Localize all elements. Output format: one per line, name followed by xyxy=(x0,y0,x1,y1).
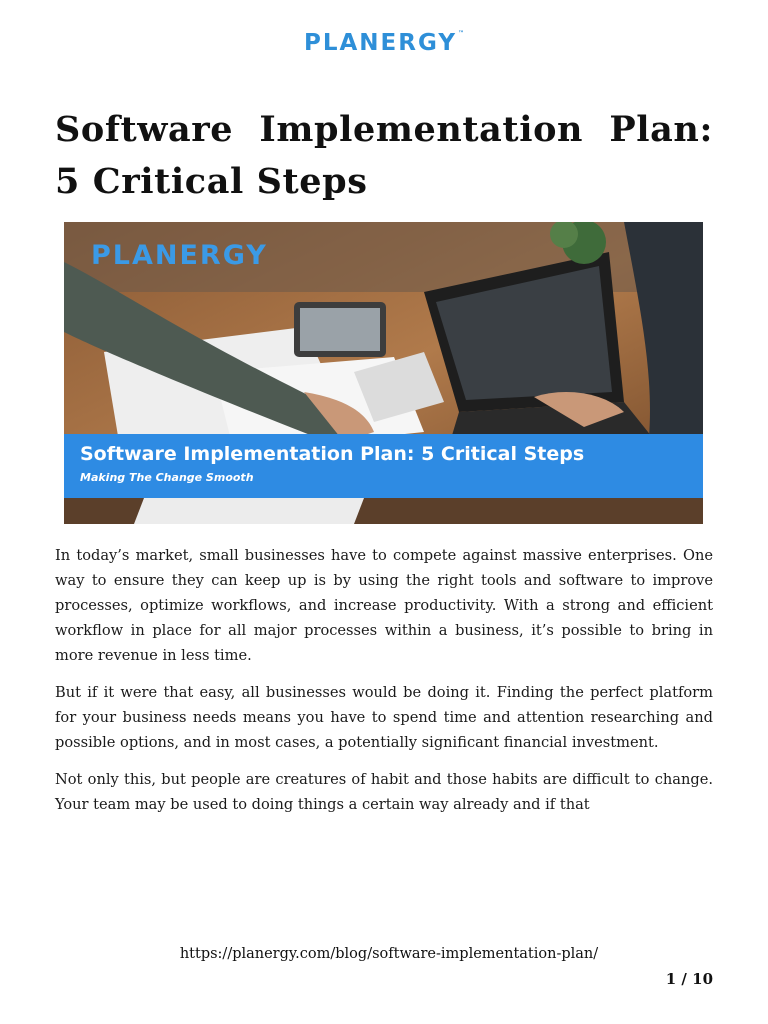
trademark-symbol: ™ xyxy=(458,30,464,37)
article-body xyxy=(55,543,713,829)
paragraph: In today’s market, small businesses have to compete against massive enterprises. One way to ensure they can keep up is by using the right tools and software to improve processes, optimize workflows, and increase productivity. With a strong and efficient workflow in place for all major processes within a business, it’s possible to bring in more revenue in less time. xyxy=(55,547,713,664)
planergy-logo[interactable] xyxy=(0,30,768,56)
hero-banner-title: Software Implementation Plan: 5 Critical Steps xyxy=(80,443,585,465)
page-number: 1 / 10 xyxy=(665,970,713,988)
logo-text: PLANERGY xyxy=(303,30,457,56)
hero-banner xyxy=(64,434,703,498)
hero-image xyxy=(64,222,703,524)
footer-url-link[interactable]: https://planergy.com/blog/software-implementation-plan/ xyxy=(179,946,599,962)
hero-banner-subtitle: Making The Change Smooth xyxy=(80,471,254,484)
hero-brand-logo: PLANERGY xyxy=(91,240,268,271)
paragraph: But if it were that easy, all businesses would be doing it. Finding the perfect platform for your business needs means you have to spend time and attention researching and possible options, and in most cases, a potentially significant financial investment. xyxy=(55,684,713,751)
paragraph: Not only this, but people are creatures of habit and those habits are difficult to change. Your team may be used to doing things a certain way already and if that xyxy=(55,771,713,813)
page-title: Software Implementation Plan: 5 Critical Steps xyxy=(55,109,713,202)
